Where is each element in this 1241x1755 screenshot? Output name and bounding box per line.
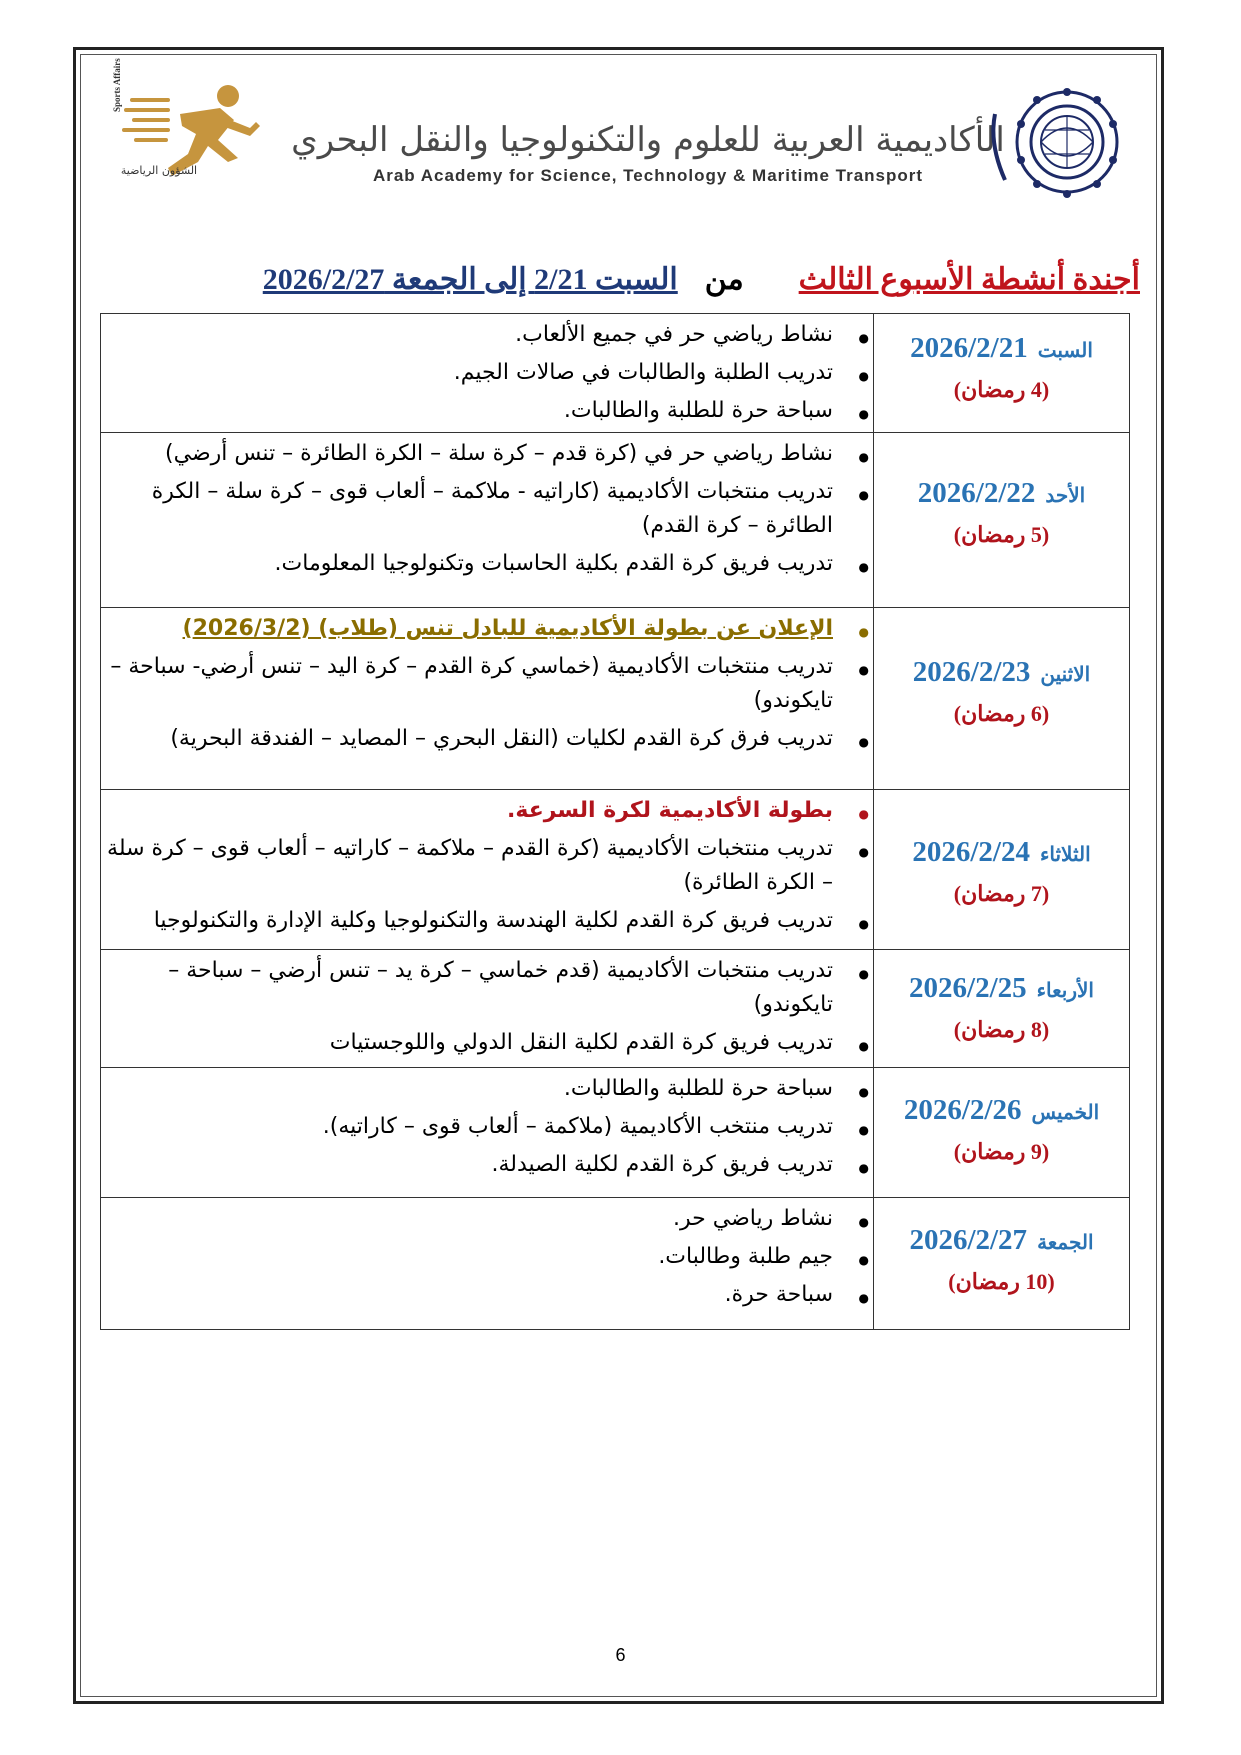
- activities-list: [101, 1072, 873, 1182]
- list-item: ● سباحة حرة.: [101, 1278, 873, 1312]
- activities-cell: [101, 433, 874, 608]
- list-item: ● تدريب منتخبات الأكاديمية (كرة القدم – ملاكمة – كاراتيه – ألعاب قوى – كرة سلة – الكرة الطائرة): [101, 832, 873, 900]
- list-item: ● نشاط رياضي حر في جميع الألعاب.: [101, 318, 873, 352]
- table-row: [101, 608, 1130, 790]
- list-item: ● تدريب منتخبات الأكاديمية (خماسي كرة القدم – كرة اليد – تنس أرضي- سباحة – تايكوندو): [101, 650, 873, 718]
- day-name: الجمعة: [1037, 1232, 1094, 1254]
- page-number: 6: [615, 1645, 626, 1665]
- list-item: ● تدريب منتخبات الأكاديمية (قدم خماسي – كرة يد – تنس أرضي – سباحة – تايكوندو): [101, 954, 873, 1022]
- list-item: ● سباحة حرة للطلبة والطالبات.: [101, 1072, 873, 1106]
- table-row: [101, 1198, 1130, 1330]
- ramadan-day: (4 رمضان): [953, 377, 1050, 402]
- list-item: ● تدريب فريق كرة القدم لكلية الهندسة والتكنولوجيا وكلية الإدارة والتكنولوجيا: [101, 904, 873, 938]
- announcement-text: الإعلان عن بطولة الأكاديمية للبادل تنس (طلاب) (2026/3/2): [182, 616, 833, 641]
- ramadan-day: (5 رمضان): [953, 522, 1050, 547]
- day-name: الأحد: [1045, 485, 1086, 507]
- table-row: [101, 314, 1130, 433]
- title-week: أجندة أنشطة الأسبوع الثالث: [798, 263, 1140, 296]
- activities-list: [101, 1202, 873, 1312]
- list-item: ● تدريب فرق كرة القدم لكليات (النقل البحري – المصايد – الفندقة البحرية): [101, 722, 873, 756]
- list-item: ● تدريب الطلبة والطالبات في صالات الجيم.: [101, 356, 873, 390]
- sports-affairs-logo: [110, 80, 270, 200]
- activities-list: [101, 437, 873, 581]
- activities-cell: [101, 1198, 874, 1330]
- table-row: [101, 950, 1130, 1068]
- ramadan-day: (6 رمضان): [953, 701, 1050, 726]
- activities-cell: [101, 950, 874, 1068]
- day-date: 2026/2/25: [909, 972, 1027, 1004]
- academy-name-en: Arab Academy for Science, Technology & Maritime Transport: [372, 166, 924, 185]
- table-row: [101, 1068, 1130, 1198]
- academy-name-ar: الأكاديمية العربية للعلوم والتكنولوجيا والنقل البحري: [291, 120, 1005, 160]
- day-cell: [874, 1198, 1130, 1330]
- day-name: الثلاثاء: [1039, 844, 1091, 866]
- list-item: ● سباحة حرة للطلبة والطالبات.: [101, 394, 873, 428]
- day-cell: [874, 314, 1130, 433]
- day-date: 2026/2/24: [912, 836, 1030, 868]
- agenda-title: [100, 262, 1140, 297]
- title-range: السبت 2/21 إلى الجمعة 2026/2/27: [262, 263, 678, 296]
- list-item: ● نشاط رياضي حر.: [101, 1202, 873, 1236]
- day-cell: [874, 608, 1130, 790]
- ramadan-day: (9 رمضان): [953, 1139, 1050, 1164]
- list-item: ● تدريب فريق كرة القدم لكلية الصيدلة.: [101, 1148, 873, 1182]
- list-item: ● تدريب منتخبات الأكاديمية (كاراتيه - ملاكمة – ألعاب قوى – كرة سلة – الكرة الطائرة – كرة القدم): [101, 475, 873, 543]
- sports-affairs-en: Sports Affairs: [112, 58, 122, 112]
- ramadan-day: (8 رمضان): [953, 1017, 1050, 1042]
- ramadan-day: (10 رمضان): [948, 1269, 1055, 1294]
- sports-affairs-ar: الشؤون الرياضية: [120, 164, 198, 177]
- day-cell: [874, 950, 1130, 1068]
- day-cell: [874, 1068, 1130, 1198]
- day-cell: [874, 433, 1130, 608]
- tournament-item: ● بطولة الأكاديمية لكرة السرعة.: [101, 794, 873, 828]
- title-from: من: [704, 263, 744, 296]
- day-cell: [874, 790, 1130, 950]
- day-date: 2026/2/21: [910, 332, 1028, 364]
- day-date: 2026/2/26: [903, 1094, 1022, 1126]
- day-date: 2026/2/27: [909, 1224, 1028, 1256]
- list-item: ● نشاط رياضي حر في (كرة قدم – كرة سلة – الكرة الطائرة – تنس أرضي): [101, 437, 873, 471]
- activities-cell: [101, 314, 874, 433]
- table-row: [101, 433, 1130, 608]
- list-item: ● تدريب فريق كرة القدم بكلية الحاسبات وتكنولوجيا المعلومات.: [101, 547, 873, 581]
- activities-list: [101, 318, 873, 428]
- list-item: ● تدريب فريق كرة القدم لكلية النقل الدولي واللوجستيات: [101, 1026, 873, 1060]
- letterhead: [110, 58, 1135, 210]
- day-name: الخميس: [1031, 1102, 1100, 1124]
- list-item: ● جيم طلبة وطالبات.: [101, 1240, 873, 1274]
- list-item: ● تدريب منتخب الأكاديمية (ملاكمة – ألعاب قوى – كاراتيه).: [101, 1110, 873, 1144]
- day-date: 2026/2/23: [912, 656, 1031, 688]
- aast-seal-logo: [985, 84, 1135, 204]
- activities-list: [101, 612, 873, 756]
- activities-cell: [101, 1068, 874, 1198]
- activities-cell: [101, 790, 874, 950]
- agenda-table: [100, 313, 1130, 1330]
- activities-cell: [101, 608, 874, 790]
- day-name: الأربعاء: [1036, 980, 1094, 1002]
- day-date: 2026/2/22: [917, 477, 1036, 509]
- announcement-item: [101, 612, 873, 646]
- table-row: [101, 790, 1130, 950]
- activities-list: [101, 954, 873, 1060]
- activities-list: [101, 794, 873, 938]
- day-name: الاثنين: [1040, 664, 1091, 686]
- ramadan-day: (7 رمضان): [953, 881, 1050, 906]
- day-name: السبت: [1037, 340, 1093, 362]
